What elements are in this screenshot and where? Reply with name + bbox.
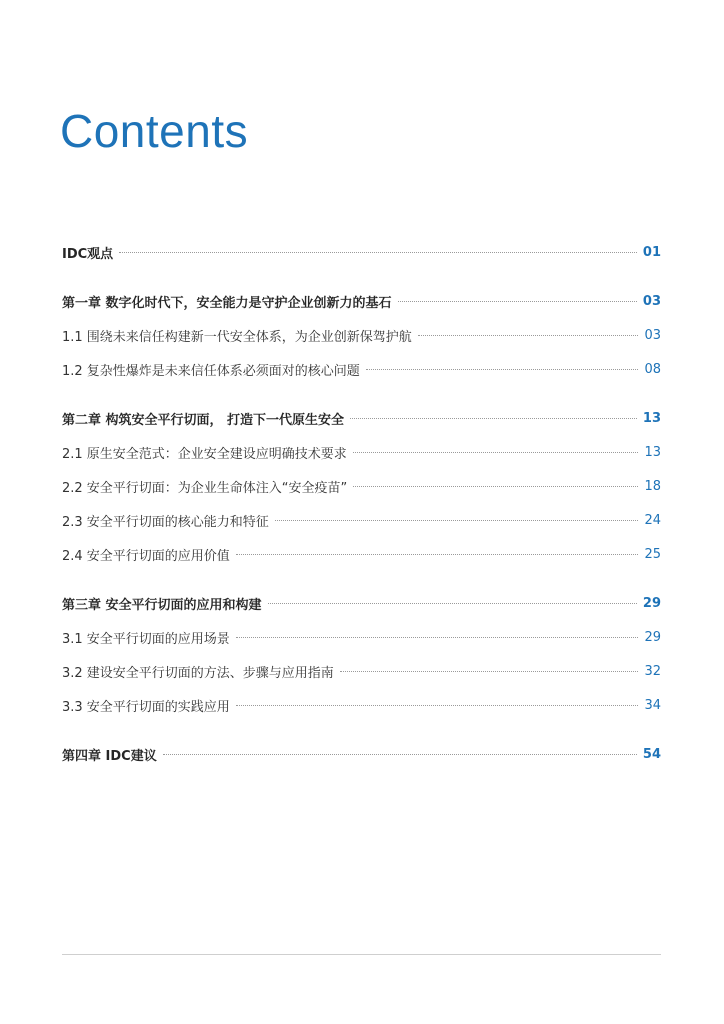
toc-entry-chapter-2[interactable] [62, 407, 661, 429]
toc-entry-label: 2.4 安全平行切面的应用价值 [62, 548, 230, 564]
dot-leader [366, 368, 639, 370]
toc-entry-label: 1.1 围绕未来信任构建新一代安全体系，为企业创新保驾护航 [62, 329, 412, 345]
toc-entry-section-3-2[interactable] [62, 660, 661, 682]
dot-leader [350, 417, 637, 419]
toc-page-number: 34 [644, 697, 661, 713]
dot-leader [398, 300, 637, 302]
toc-entry-label: 2.1 原生安全范式：企业安全建设应明确技术要求 [62, 446, 347, 462]
toc-entry-section-2-3[interactable] [62, 509, 661, 531]
toc-entry-label: 2.3 安全平行切面的核心能力和特征 [62, 514, 269, 530]
dot-leader [353, 451, 639, 453]
dot-leader [268, 602, 637, 604]
toc-page-number: 01 [642, 244, 661, 260]
toc-page-number: 29 [642, 595, 661, 611]
toc-entry-label: 第一章 数字化时代下，安全能力是守护企业创新力的基石 [62, 295, 392, 311]
toc-entry-label: 3.1 安全平行切面的应用场景 [62, 631, 230, 647]
toc-page-number: 03 [644, 327, 661, 343]
toc-page-number: 08 [644, 361, 661, 377]
dot-leader [418, 334, 639, 336]
footer-divider [62, 954, 661, 955]
toc-entry-chapter-4[interactable] [62, 743, 661, 765]
toc-entry-chapter-3[interactable] [62, 592, 661, 614]
page-title: Contents [60, 105, 249, 157]
toc-page-number: 13 [644, 444, 661, 460]
dot-leader [236, 636, 639, 638]
toc-page-number: 29 [644, 629, 661, 645]
toc-page-number: 18 [644, 478, 661, 494]
toc-entry-chapter-1[interactable] [62, 290, 661, 312]
toc-entry-section-2-1[interactable] [62, 441, 661, 463]
toc-entry-label: 第四章 IDC建议 [62, 748, 157, 764]
dot-leader [353, 485, 638, 487]
toc-entry-section-2-2[interactable] [62, 475, 661, 497]
toc-entry-label: 第三章 安全平行切面的应用和构建 [62, 597, 262, 613]
toc-page-number: 03 [642, 293, 661, 309]
toc-entry-label: 第二章 构筑安全平行切面， 打造下一代原生安全 [62, 412, 345, 428]
toc-entry-label: 3.3 安全平行切面的实践应用 [62, 699, 230, 715]
toc-entry-label: IDC观点 [62, 246, 114, 262]
toc-entry-section-3-3[interactable] [62, 694, 661, 716]
toc-page-number: 25 [644, 546, 661, 562]
toc-page-number: 13 [642, 410, 661, 426]
toc-entry-section-1-2[interactable] [62, 358, 661, 380]
dot-leader [236, 704, 639, 706]
toc-page-number: 32 [644, 663, 661, 679]
toc-page-number: 24 [644, 512, 661, 528]
toc-entry-section-1-1[interactable] [62, 324, 661, 346]
toc-entry-idc-viewpoint[interactable] [62, 241, 661, 263]
toc-entry-label: 3.2 建设安全平行切面的方法、步骤与应用指南 [62, 665, 334, 681]
dot-leader [275, 519, 639, 521]
toc-page-number: 54 [642, 746, 661, 762]
dot-leader [340, 670, 639, 672]
toc-entry-label: 1.2 复杂性爆炸是未来信任体系必须面对的核心问题 [62, 363, 360, 379]
toc-entry-label: 2.2 安全平行切面：为企业生命体注入“安全疫苗” [62, 480, 348, 496]
dot-leader [163, 753, 637, 755]
dot-leader [119, 251, 637, 253]
dot-leader [236, 553, 639, 555]
toc-entry-section-2-4[interactable] [62, 543, 661, 565]
toc-entry-section-3-1[interactable] [62, 626, 661, 648]
